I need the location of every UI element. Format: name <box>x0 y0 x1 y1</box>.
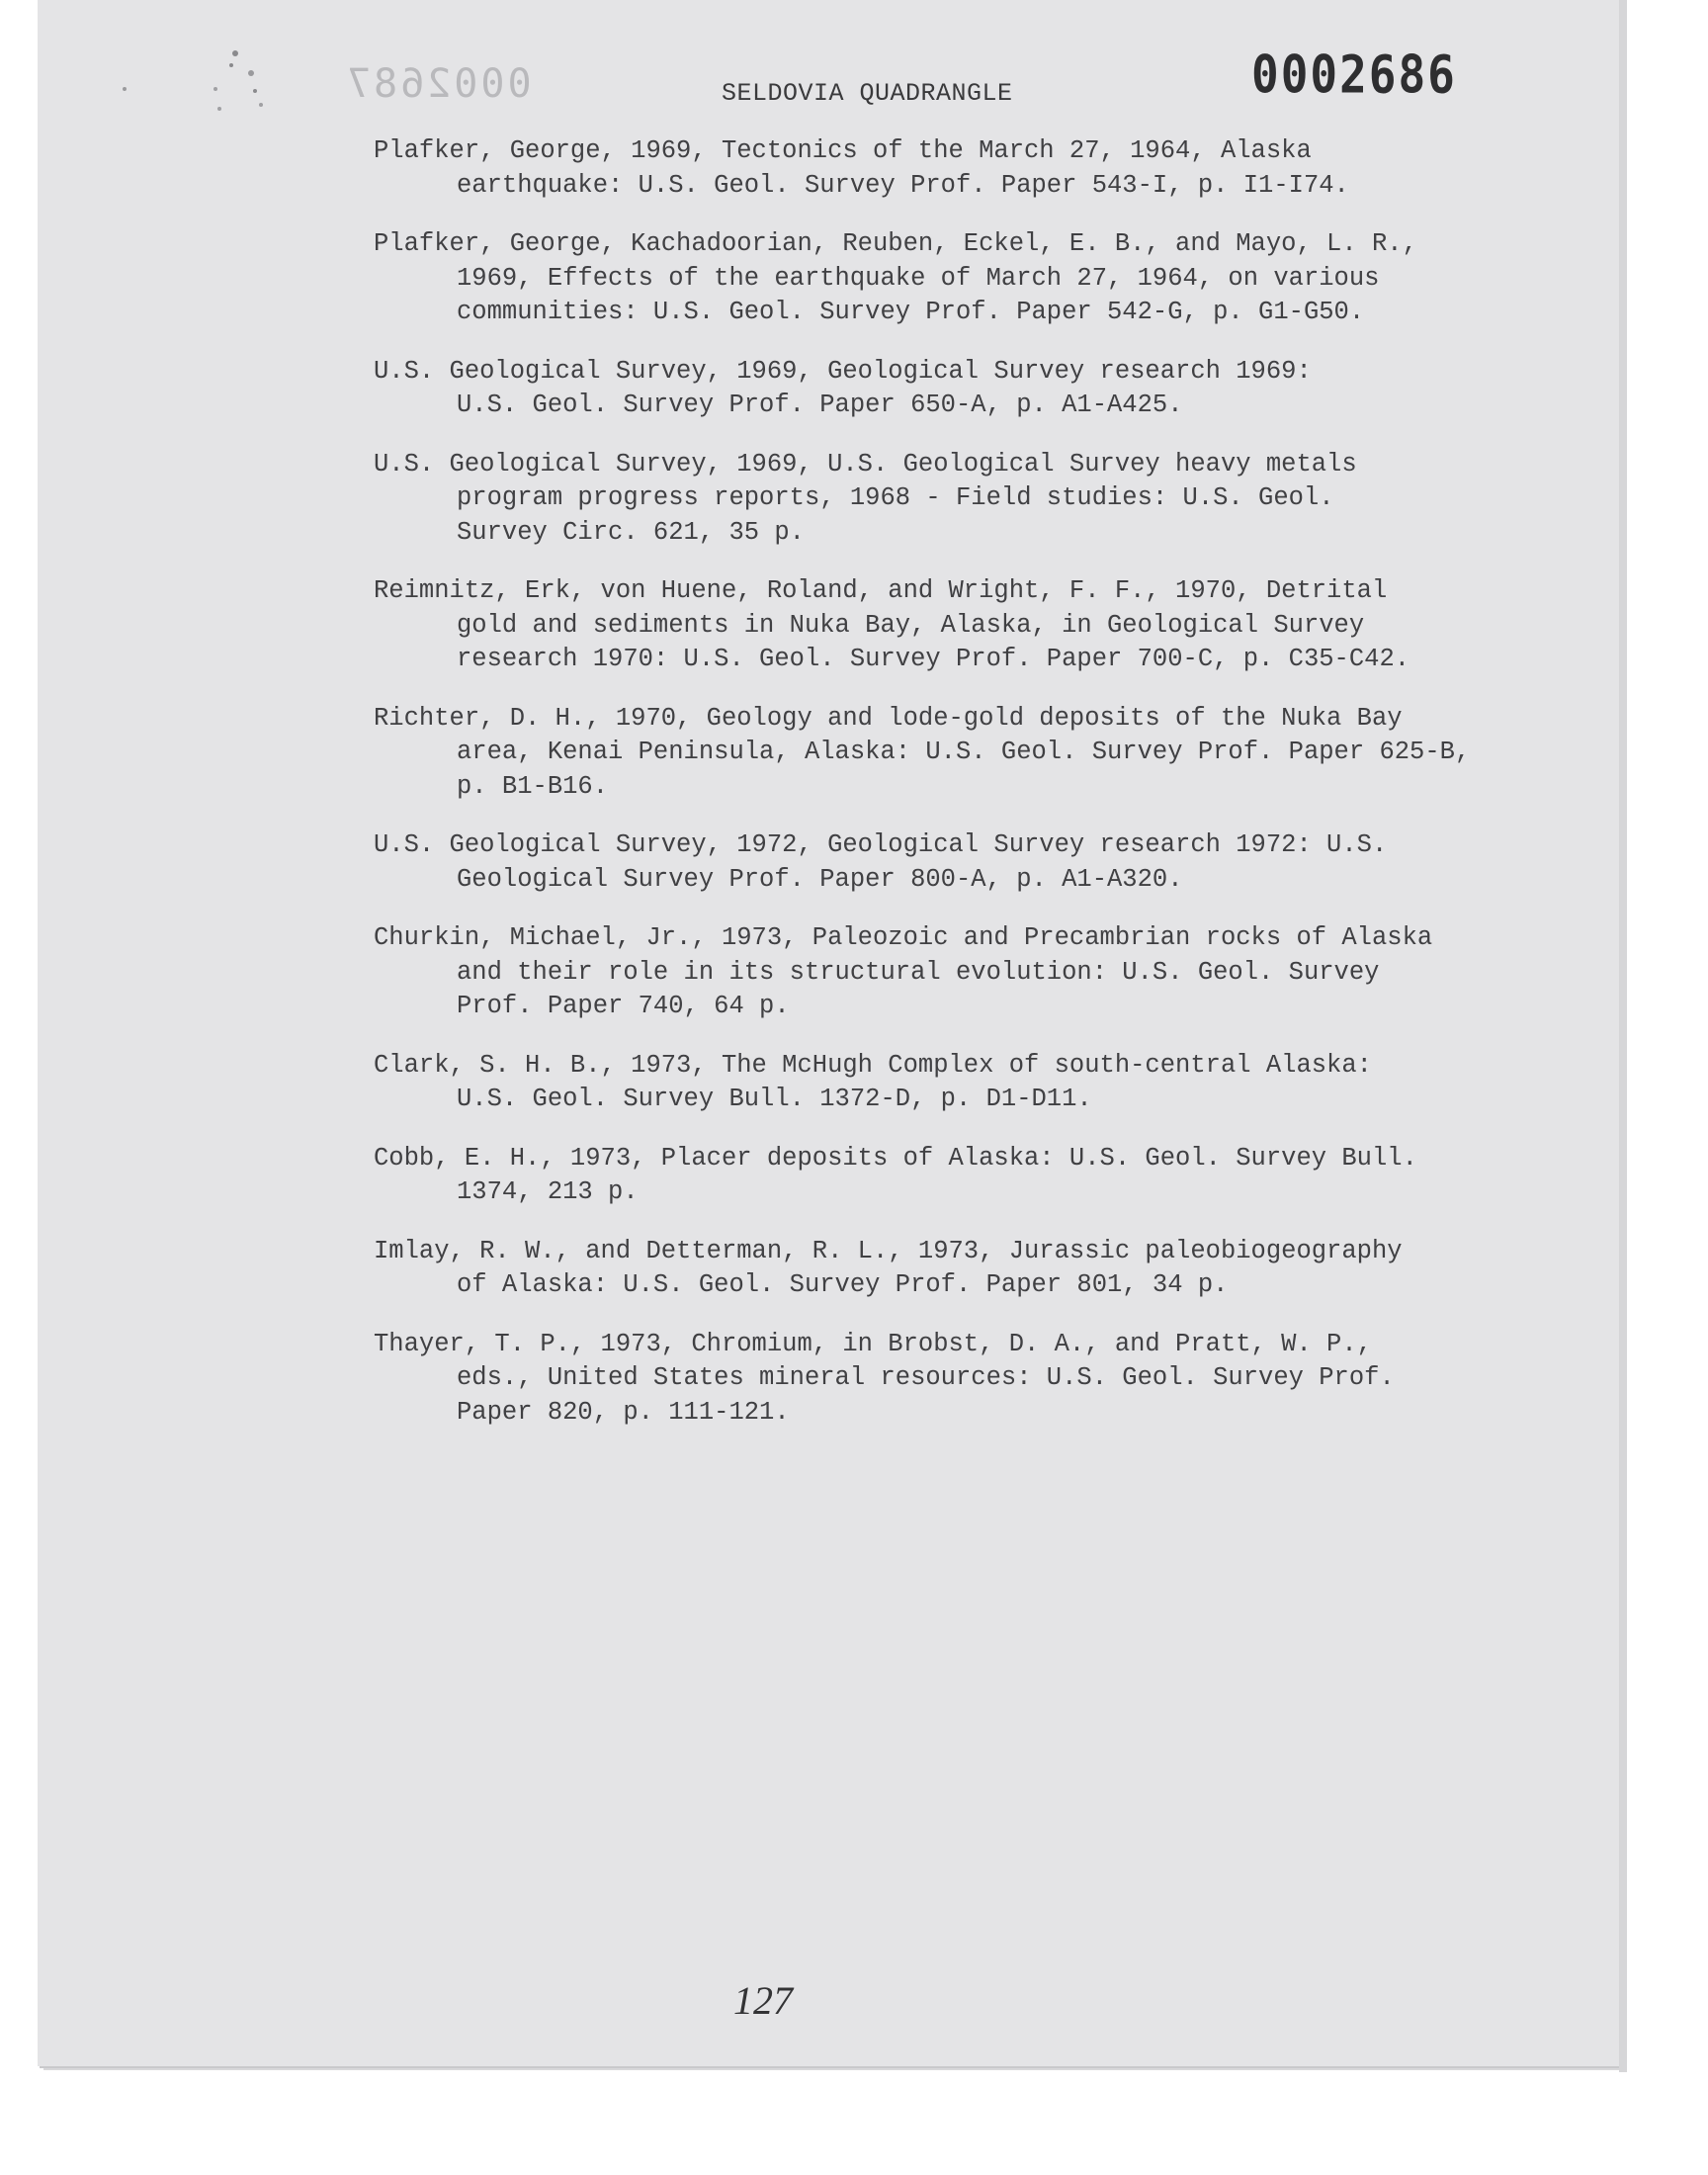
reference-entry: Richter, D. H., 1970, Geology and lode-gold deposits of the Nuka Bay area, Kenai Peninsula, Alaska: U.S. Geol. Survey Prof. Paper 625-B, p. B1-B16. <box>374 703 1471 801</box>
page-title: SELDOVIA QUADRANGLE <box>722 79 1013 108</box>
reference-entry: Thayer, T. P., 1973, Chromium, in Brobst, D. A., and Pratt, W. P., eds., United States mineral resources: U.S. Geol. Survey Prof. Paper 820, p. 111-121. <box>374 1329 1395 1427</box>
reference-entry: U.S. Geological Survey, 1972, Geological Survey research 1972: U.S. Geological Survey Prof. Paper 800-A, p. A1-A320. <box>374 830 1388 894</box>
reference-entry: U.S. Geological Survey, 1969, U.S. Geological Survey heavy metals program progress reports, 1968 - Field studies: U.S. Geol. Survey Circ. 621, 35 p. <box>374 449 1357 547</box>
reference-entry: Reimnitz, Erk, von Huene, Roland, and Wright, F. F., 1970, Detrital gold and sediments in Nuka Bay, Alaska, in Geological Survey research 1970: U.S. Geol. Survey Prof. Paper 700-C, p. C35-C42. <box>374 576 1410 673</box>
document-page <box>38 0 1619 2066</box>
document-number-stamp: 0002686 <box>1251 43 1457 106</box>
reference-entry: U.S. Geological Survey, 1969, Geological Survey research 1969: U.S. Geol. Survey Prof. Paper 650-A, p. A1-A425. <box>374 356 1312 419</box>
reference-list <box>374 134 1589 1454</box>
handwritten-page-number: 127 <box>733 1978 793 2023</box>
reference-entry: Clark, S. H. B., 1973, The McHugh Complex of south-central Alaska: U.S. Geol. Survey Bull. 1372-D, p. D1-D11. <box>374 1050 1372 1113</box>
bleed-through-number: 0002687 <box>344 61 532 107</box>
reference-entry: Churkin, Michael, Jr., 1973, Paleozoic and Precambrian rocks of Alaska and their role in its structural evolution: U.S. Geol. Survey Prof. Paper 740, 64 p. <box>374 923 1433 1020</box>
reference-entry: Plafker, George, 1969, Tectonics of the March 27, 1964, Alaska earthquake: U.S. Geol. Survey Prof. Paper 543-I, p. I1-I74. <box>374 136 1349 200</box>
reference-entry: Plafker, George, Kachadoorian, Reuben, Eckel, E. B., and Mayo, L. R., 1969, Effects of the earthquake of March 27, 1964, on various communities: U.S. Geol. Survey Prof. Paper 542-G, p. G1-G50. <box>374 229 1417 326</box>
ink-specks <box>117 49 275 119</box>
reference-entry: Imlay, R. W., and Detterman, R. L., 1973, Jurassic paleobiogeography of Alaska: U.S. Geol. Survey Prof. Paper 801, 34 p. <box>374 1236 1403 1299</box>
reference-entry: Cobb, E. H., 1973, Placer deposits of Alaska: U.S. Geol. Survey Bull. 1374, 213 p. <box>374 1143 1417 1206</box>
